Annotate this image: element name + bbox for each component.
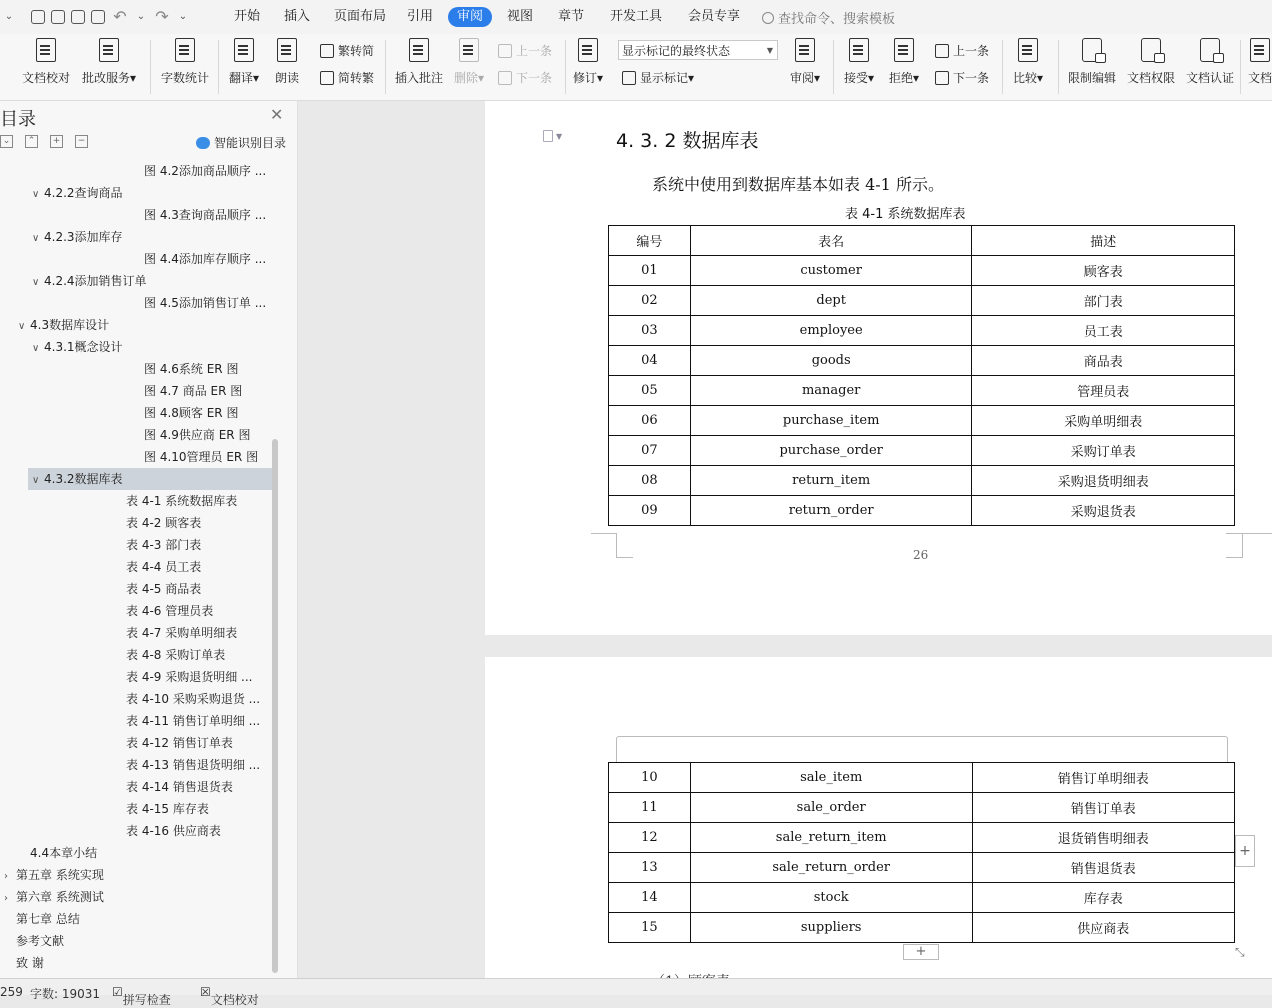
tab-developer[interactable]: 开发工具: [610, 9, 663, 24]
toc-item[interactable]: [126, 512, 201, 534]
toc-item-label: 4.3数据库设计: [30, 318, 110, 332]
table-row: [609, 883, 1235, 913]
chevron-down-icon: ▼: [556, 131, 563, 141]
simp-to-trad-button[interactable]: 简转繁: [320, 69, 374, 86]
toc-item[interactable]: [144, 424, 250, 446]
cell-number: 10: [609, 763, 691, 793]
toc-item-label: 第五章 系统实现: [16, 868, 104, 882]
tab-review[interactable]: 审阅: [448, 7, 492, 27]
toc-item[interactable]: [18, 842, 97, 864]
print-icon[interactable]: [71, 10, 85, 24]
table-row: [609, 376, 1235, 406]
ribbon-divider: [833, 40, 834, 94]
table-caption: 表 4-1 系统数据库表: [845, 207, 966, 222]
remove-heading-icon[interactable]: −: [75, 135, 88, 148]
table-row: [609, 256, 1235, 286]
review-pane-icon: [795, 38, 815, 62]
toc-item-label: 表 4-9 采购退货明细 ...: [126, 670, 253, 684]
toc-toolbar: [0, 135, 100, 148]
track-changes-button[interactable]: [573, 38, 603, 86]
chevron-down-icon[interactable]: ∨: [32, 189, 40, 200]
doc-more-icon: [1250, 38, 1270, 62]
delete-comment-label: 删除▾: [454, 71, 485, 85]
doc-cert-button[interactable]: [1186, 38, 1234, 86]
batch-service-button[interactable]: [82, 38, 136, 86]
toc-item-label: 图 4.3查询商品顺序 ...: [144, 208, 267, 222]
cell-table-name: customer: [690, 256, 972, 286]
page-corner-mark: [616, 533, 633, 558]
toc-item[interactable]: [32, 226, 123, 248]
smart-toc-button[interactable]: [196, 134, 286, 151]
toc-item[interactable]: [144, 402, 238, 424]
prev-comment-button[interactable]: 上一条: [498, 42, 552, 59]
cell-number: 04: [609, 346, 691, 376]
table-row: [609, 763, 1235, 793]
cell-description: 销售订单明细表: [972, 763, 1234, 793]
page-corner-mark: [1226, 533, 1243, 558]
restrict-edit-button[interactable]: [1068, 38, 1116, 86]
ribbon-divider: [150, 40, 151, 94]
cell-table-name: manager: [690, 376, 972, 406]
customize-toolbar-icon[interactable]: ⌄: [178, 11, 188, 22]
toc-item-label: 图 4.7 商品 ER 图: [144, 384, 243, 398]
status-bar: [0, 978, 1272, 1007]
trad-to-simp-icon: [320, 44, 334, 58]
table-row: [609, 496, 1235, 526]
ribbon-divider: [1058, 40, 1059, 94]
toc-item[interactable]: [18, 314, 109, 336]
toc-item[interactable]: [144, 380, 242, 402]
toc-item-label: 图 4.10管理员 ER 图: [144, 450, 259, 464]
toc-item[interactable]: [126, 710, 260, 732]
cell-number: 06: [609, 406, 691, 436]
word-count-status[interactable]: 字数: 19031: [30, 987, 101, 1001]
ribbon-divider: [565, 40, 566, 94]
cell-number: 09: [609, 496, 691, 526]
toc-item-label: 致 谢: [16, 956, 44, 970]
compare-icon: [1018, 38, 1038, 62]
add-heading-icon[interactable]: +: [50, 135, 63, 148]
toc-item-label: 表 4-15 库存表: [126, 802, 209, 816]
table-row: [609, 823, 1235, 853]
cell-table-name: dept: [690, 286, 972, 316]
cell-table-name: sale_order: [690, 793, 972, 823]
expand-all-icon[interactable]: ⌄: [0, 135, 13, 148]
tab-references[interactable]: 引用: [407, 9, 434, 24]
toc-item-label: 表 4-7 采购单明细表: [126, 626, 238, 640]
cell-description: 商品表: [972, 346, 1235, 376]
trad-to-simp-button[interactable]: 繁转简: [320, 42, 374, 59]
table-body: [609, 763, 1235, 943]
toc-item-label: 表 4-10 采购采购退货 ...: [126, 692, 261, 706]
translate-icon: [234, 38, 254, 62]
show-markup-button[interactable]: 显示标记 ▾: [622, 69, 694, 86]
toc-item[interactable]: [32, 270, 147, 292]
word-count-label: 字数统计: [161, 71, 210, 85]
cell-table-name: sale_item: [690, 763, 972, 793]
review-pane-label: 审阅▾: [790, 71, 821, 85]
toc-title: 目录: [0, 109, 36, 130]
toc-item[interactable]: [126, 732, 233, 754]
toc-scrollbar[interactable]: [272, 439, 278, 973]
cell-table-name: sale_return_order: [690, 853, 972, 883]
chevron-down-icon[interactable]: ∨: [32, 233, 40, 244]
cell-description: 销售订单表: [972, 793, 1234, 823]
toc-item-label: 4.2.3添加库存: [44, 230, 123, 244]
toc-item-label: 4.3.2数据库表: [44, 472, 123, 486]
toc-item-label: 4.2.2查询商品: [44, 186, 123, 200]
table-row: [609, 793, 1235, 823]
toc-item[interactable]: [4, 864, 104, 886]
cell-table-name: suppliers: [690, 913, 972, 943]
toc-item[interactable]: [126, 578, 201, 600]
toc-item-label: 表 4-6 管理员表: [126, 604, 214, 618]
page-header-area[interactable]: [616, 736, 1228, 763]
doc-more-button[interactable]: [1248, 38, 1272, 86]
toc-item[interactable]: [126, 776, 233, 798]
tab-page-layout[interactable]: 页面布局: [334, 9, 387, 24]
insert-comment-button[interactable]: [395, 38, 443, 86]
toc-item[interactable]: [126, 490, 237, 512]
tab-member[interactable]: 会员专享: [688, 9, 741, 24]
database-table-continued: [608, 762, 1235, 943]
toc-item-label: 表 4-2 顾客表: [126, 516, 202, 530]
doc-permission-button[interactable]: [1127, 38, 1175, 86]
cell-description: 采购订单表: [972, 436, 1235, 466]
document-page: [485, 657, 1272, 978]
add-row-button[interactable]: +: [903, 944, 939, 960]
restrict-edit-label: 限制编辑: [1068, 71, 1117, 85]
cell-table-name: stock: [690, 883, 972, 913]
export-pdf-icon[interactable]: [51, 10, 65, 24]
word-count-button[interactable]: [161, 38, 209, 86]
toc-item[interactable]: [126, 534, 201, 556]
column-header: 描述: [972, 226, 1235, 256]
toc-item[interactable]: [144, 204, 266, 226]
translate-label: 翻译▾: [229, 71, 260, 85]
toc-item[interactable]: [126, 798, 209, 820]
toc-item[interactable]: [126, 600, 213, 622]
toc-item-label: 表 4-8 采购订单表: [126, 648, 226, 662]
chevron-down-icon[interactable]: ∨: [32, 343, 40, 354]
cell-table-name: purchase_order: [690, 436, 972, 466]
document-page: [485, 101, 1272, 635]
redo-icon[interactable]: ↷: [155, 7, 169, 26]
resize-table-icon[interactable]: ⤡: [1235, 945, 1245, 959]
quick-access-toolbar: [0, 0, 192, 34]
toc-item-label: 表 4-5 商品表: [126, 582, 202, 596]
cell-description: 采购退货表: [972, 496, 1235, 526]
chevron-down-icon: ▼: [766, 46, 773, 55]
document-canvas: [298, 101, 1272, 978]
smart-toc-label: 智能识别目录: [214, 136, 287, 150]
accept-label: 接受▾: [844, 71, 875, 85]
toc-pane: [0, 101, 298, 978]
close-icon[interactable]: ✕: [270, 105, 284, 124]
chevron-right-icon[interactable]: ›: [4, 871, 8, 882]
cell-description: 员工表: [972, 316, 1235, 346]
menu-bar: [0, 0, 1272, 34]
doc-check-label: 文档校对: [22, 71, 71, 85]
print-preview-icon[interactable]: [91, 10, 105, 24]
cell-description: 库存表: [972, 883, 1234, 913]
doc-permission-label: 文档权限: [1127, 71, 1176, 85]
track-changes-icon: [578, 38, 598, 62]
command-search[interactable]: [762, 8, 895, 27]
table-row: [609, 286, 1235, 316]
toc-item[interactable]: [144, 160, 266, 182]
cell-number: 14: [609, 883, 691, 913]
table-header-row: [609, 226, 1235, 256]
word-count-icon: [175, 38, 195, 62]
cell-table-name: sale_return_item: [690, 823, 972, 853]
toc-item-label: 图 4.9供应商 ER 图: [144, 428, 251, 442]
toc-item-label: 4.4本章小结: [30, 846, 98, 860]
toc-item-label: 图 4.5添加销售订单 ...: [144, 296, 267, 310]
cell-description: 顾客表: [972, 256, 1235, 286]
cell-description: 管理员表: [972, 376, 1235, 406]
cell-table-name: goods: [690, 346, 972, 376]
toc-item[interactable]: [126, 754, 260, 776]
toc-item-label: 4.3.1概念设计: [44, 340, 123, 354]
cell-number: 15: [609, 913, 691, 943]
batch-service-icon: [99, 38, 119, 62]
toc-item-label: 图 4.6系统 ER 图: [144, 362, 239, 376]
doc-check-icon: [36, 38, 56, 62]
table-row: [609, 346, 1235, 376]
cell-number: 12: [609, 823, 691, 853]
toc-item[interactable]: [144, 358, 238, 380]
body-paragraph: 系统中使用到数据库基本如表 4-1 所示。: [652, 175, 944, 194]
cell-description: 部门表: [972, 286, 1235, 316]
cell-description: 采购退货明细表: [972, 466, 1235, 496]
cell-table-name: return_item: [690, 466, 972, 496]
smart-toc-icon: [196, 137, 210, 149]
track-changes-label: 修订▾: [573, 71, 604, 85]
cell-description: 供应商表: [972, 913, 1234, 943]
toc-item[interactable]: [144, 292, 266, 314]
cell-number: 03: [609, 316, 691, 346]
save-icon[interactable]: [31, 10, 45, 24]
toc-item-label: 4.2.4添加销售订单: [44, 274, 147, 288]
compare-label: 比较▾: [1013, 71, 1044, 85]
add-column-button[interactable]: +: [1235, 835, 1255, 867]
next-comment-button[interactable]: 下一条: [498, 69, 552, 86]
toc-item[interactable]: [32, 182, 123, 204]
chevron-right-icon[interactable]: ›: [4, 893, 8, 904]
doc-check-status[interactable]: ☒ 文档校对: [200, 985, 259, 1007]
prev-comment-icon: [498, 44, 512, 58]
tab-home[interactable]: 开始: [234, 9, 261, 24]
toc-item-label: 图 4.8顾客 ER 图: [144, 406, 239, 420]
tab-insert[interactable]: 插入: [284, 9, 311, 24]
toc-item-label: 参考文献: [16, 934, 65, 948]
toc-item-label: 图 4.2添加商品顺序 ...: [144, 164, 267, 178]
table-row: [609, 316, 1235, 346]
toc-item-label: 表 4-1 系统数据库表: [126, 494, 238, 508]
review-pane-button[interactable]: [790, 38, 820, 86]
cell-number: 08: [609, 466, 691, 496]
page-corner-mark: [591, 533, 616, 534]
toc-item[interactable]: [144, 446, 258, 468]
ribbon-divider: [385, 40, 386, 94]
tab-chapter[interactable]: 章节: [558, 9, 585, 24]
toc-item-label: 表 4-11 销售订单明细 ...: [126, 714, 261, 728]
toc-item-label: 表 4-3 部门表: [126, 538, 202, 552]
cell-table-name: purchase_item: [690, 406, 972, 436]
next-comment-icon: [498, 71, 512, 85]
toc-item-label: 第六章 系统测试: [16, 890, 104, 904]
tab-view[interactable]: 视图: [507, 9, 534, 24]
toc-item-label: 表 4-14 销售退货表: [126, 780, 233, 794]
search-icon: [762, 12, 774, 24]
read-aloud-label: 朗读: [275, 71, 300, 85]
toc-item[interactable]: [28, 468, 274, 490]
cell-table-name: return_order: [690, 496, 972, 526]
ribbon-divider: [218, 40, 219, 94]
translate-button[interactable]: [229, 38, 259, 86]
delete-comment-button[interactable]: [454, 38, 484, 86]
doc-cert-icon: [1200, 38, 1220, 62]
toc-item-label: 表 4-4 员工表: [126, 560, 202, 574]
database-table: [608, 225, 1235, 526]
page-corner-mark: [1226, 533, 1272, 534]
next-change-button[interactable]: 下一条: [935, 69, 989, 86]
reject-icon: [894, 38, 914, 62]
insert-comment-icon: [409, 38, 429, 62]
display-state-select[interactable]: [618, 40, 778, 60]
display-state-value: 显示标记的最终状态: [622, 44, 731, 58]
collapse-all-icon[interactable]: ⌃: [25, 135, 38, 148]
toc-item[interactable]: [4, 908, 80, 930]
search-placeholder: 查找命令、搜索模板: [778, 12, 896, 27]
accept-button[interactable]: [844, 38, 874, 86]
table-row: [609, 436, 1235, 466]
next-change-icon: [935, 71, 949, 85]
cell-number: 11: [609, 793, 691, 823]
toc-item[interactable]: [126, 556, 201, 578]
column-header: 表名: [690, 226, 972, 256]
table-row: [609, 406, 1235, 436]
toc-item[interactable]: [126, 622, 237, 644]
chevron-down-icon[interactable]: ∨: [32, 277, 40, 288]
toc-item[interactable]: [144, 248, 266, 270]
cell-number: 05: [609, 376, 691, 406]
delete-comment-icon: [459, 38, 479, 62]
doc-check-button[interactable]: [22, 38, 70, 86]
simp-to-trad-icon: [320, 71, 334, 85]
toc-item[interactable]: [4, 930, 64, 952]
batch-service-label: 批改服务▾: [82, 71, 137, 85]
accept-icon: [849, 38, 869, 62]
quick-access-dropdown-icon[interactable]: ⌄: [4, 11, 14, 22]
cell-description: 采购单明细表: [972, 406, 1235, 436]
cell-description: 销售退货表: [972, 853, 1234, 883]
cell-number: 02: [609, 286, 691, 316]
read-aloud-icon: [277, 38, 297, 62]
prev-change-icon: [935, 44, 949, 58]
doc-more-label: 文档: [1248, 71, 1272, 85]
undo-dropdown-icon[interactable]: ⌄: [136, 11, 146, 22]
chevron-down-icon[interactable]: ∨: [32, 475, 40, 486]
cell-description: 退货销售明细表: [972, 823, 1234, 853]
table-row: [609, 853, 1235, 883]
table-row: [609, 466, 1235, 496]
reject-label: 拒绝▾: [889, 71, 920, 85]
spell-check-status[interactable]: ☑ 拼写检查: [112, 985, 171, 1007]
read-aloud-button[interactable]: [275, 38, 299, 86]
column-header: 编号: [609, 226, 691, 256]
toc-item-label: 表 4-12 销售订单表: [126, 736, 233, 750]
doc-permission-icon: [1141, 38, 1161, 62]
toc-item[interactable]: [126, 644, 225, 666]
toc-item[interactable]: [4, 886, 104, 908]
toc-item[interactable]: [126, 688, 260, 710]
cell-table-name: employee: [690, 316, 972, 346]
show-markup-icon: [622, 71, 636, 85]
toc-item-label: 表 4-13 销售退货明细 ...: [126, 758, 261, 772]
toc-item-label: 图 4.4添加库存顺序 ...: [144, 252, 267, 266]
insert-comment-label: 插入批注: [395, 71, 444, 85]
toc-item-label: 第七章 总结: [16, 912, 80, 926]
prev-change-button[interactable]: 上一条: [935, 42, 989, 59]
table-row: [609, 913, 1235, 943]
toc-item[interactable]: [4, 952, 44, 974]
chevron-down-icon[interactable]: ∨: [18, 321, 26, 332]
document-icon: [543, 130, 553, 142]
page-number: 26: [913, 548, 929, 562]
toc-item[interactable]: [126, 666, 253, 688]
restrict-edit-icon: [1082, 38, 1102, 62]
cell-number: 07: [609, 436, 691, 466]
toc-item[interactable]: [32, 336, 123, 358]
section-heading: 4. 3. 2 数据库表: [616, 130, 759, 152]
ribbon-divider: [1002, 40, 1003, 94]
ribbon-divider: [1240, 40, 1241, 94]
reject-button[interactable]: [889, 38, 919, 86]
compare-button[interactable]: [1013, 38, 1043, 86]
cell-number: 13: [609, 853, 691, 883]
cell-number: 01: [609, 256, 691, 286]
doc-cert-label: 文档认证: [1186, 71, 1235, 85]
toc-item[interactable]: [126, 820, 221, 842]
ribbon-review: [0, 34, 1272, 101]
paragraph-menu[interactable]: [543, 130, 562, 142]
toc-item-label: 表 4-16 供应商表: [126, 824, 221, 838]
table-body: [609, 256, 1235, 526]
page-indicator[interactable]: 259: [0, 985, 23, 999]
undo-icon[interactable]: ↶: [113, 7, 127, 26]
